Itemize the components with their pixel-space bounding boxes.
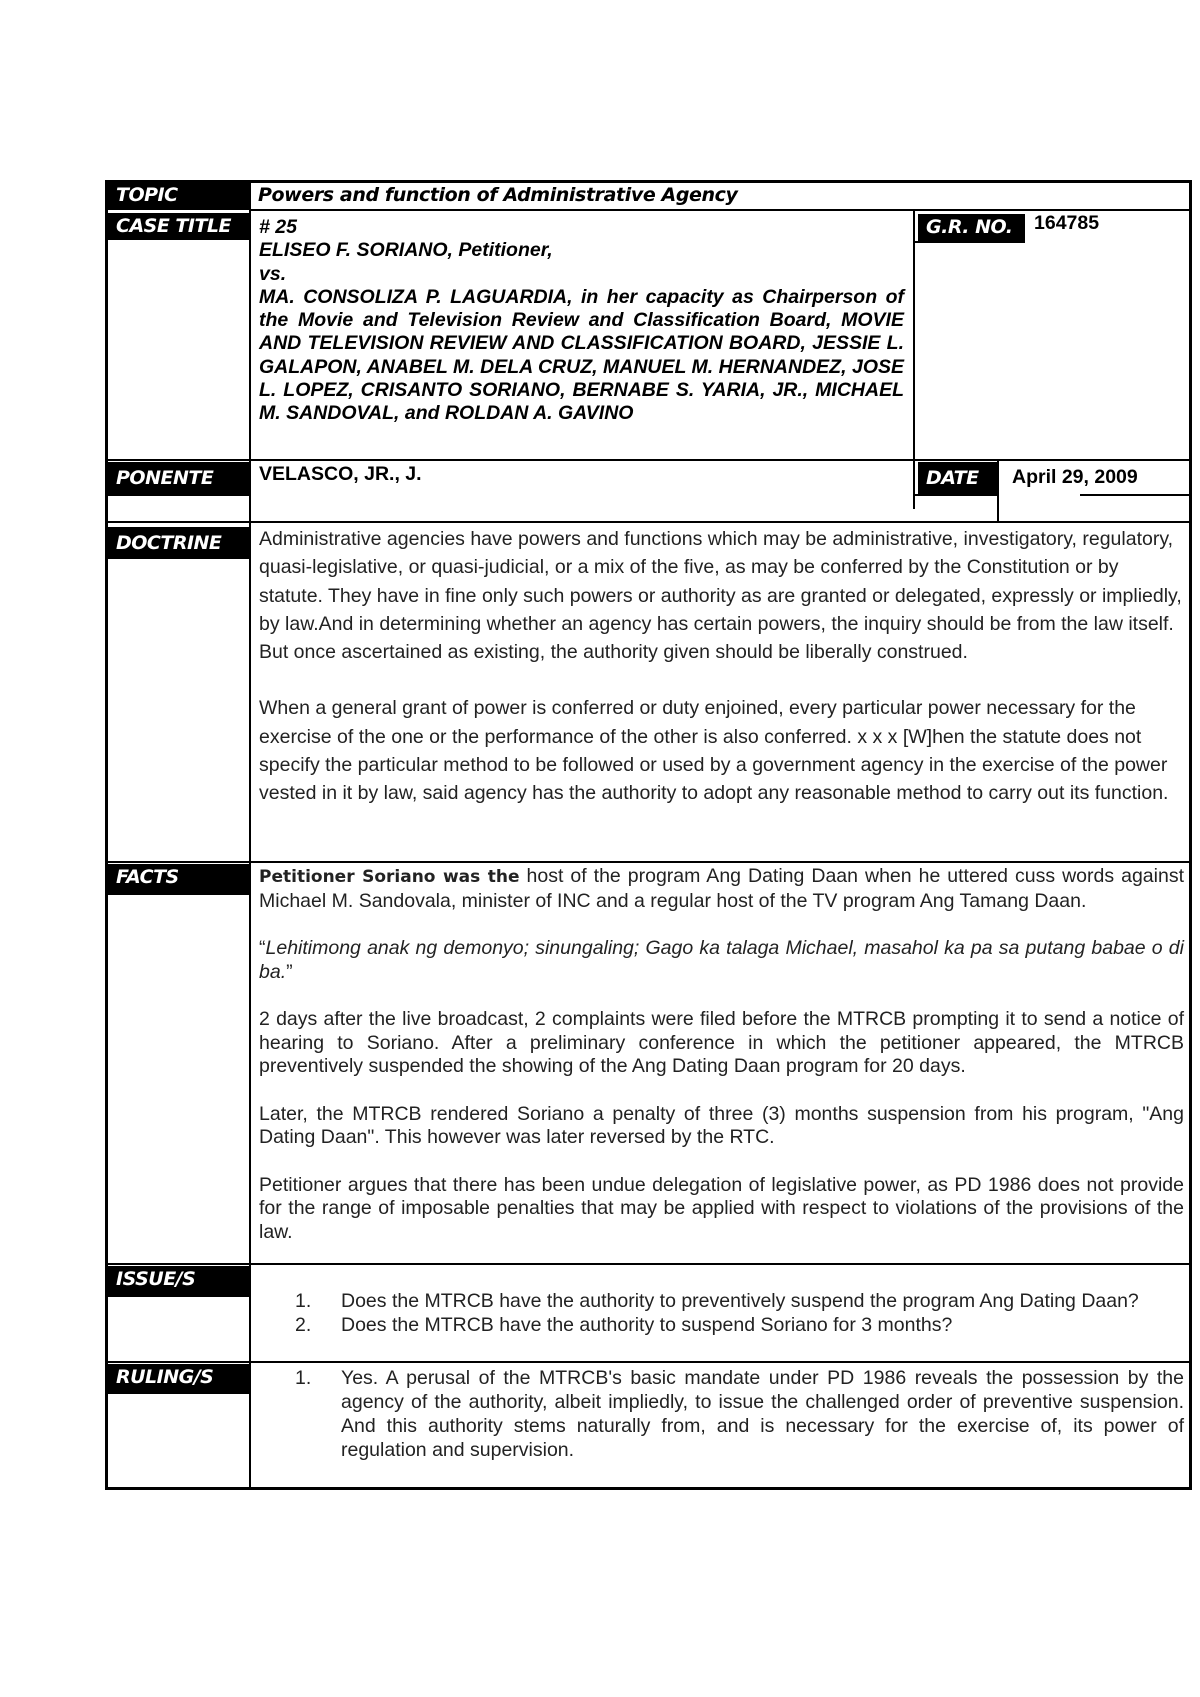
label-column-divider — [249, 182, 251, 1487]
case-number: # 25 — [259, 216, 297, 238]
doctrine-body — [259, 525, 1184, 808]
gr-label-underline — [913, 241, 1025, 243]
topic-value: Powers and function of Administrative Agency — [258, 184, 738, 206]
label-doctrine: DOCTRINE — [108, 527, 249, 557]
label-issues: ISSUE/S — [108, 1266, 249, 1295]
quote-close-mark: ” — [286, 960, 293, 983]
issue-number: 1. — [295, 1290, 312, 1312]
facts-p1-rest: host of the program Ang Dating Daan when he uttered cuss words against Michael M. Sandovala, minister of INC and a regular host of the TV program Ang Tamang Daan. — [259, 865, 1184, 912]
doctrine-paragraph: When a general grant of power is conferred or duty enjoined, every particular power necessary for the exercise of the one or the performance of the other is also conferred. x x x [W]hen the statute does not specify the particular method to be followed or used by a government agency in the exercise of the power vested in it by law, said agency has the authority to adopt any reasonable method to carry out its function. — [259, 697, 1169, 805]
ponente-label-bottom — [108, 494, 249, 496]
doctrine-label-bottom — [108, 557, 249, 559]
ponente-divider-bottom — [108, 521, 1192, 523]
label-rulings: RULING/S — [108, 1364, 249, 1392]
topic-divider — [249, 209, 1192, 211]
rulings-label-bottom — [108, 1392, 249, 1394]
ponente-value: VELASCO, JR., J. — [259, 463, 422, 485]
facts-paragraph-1 — [259, 865, 1184, 913]
case-vs: vs. — [259, 262, 287, 285]
facts-quote — [259, 937, 1184, 984]
quote-text: Lehitimong anak ng demonyo; sinungaling; Gago ka talaga Michael, masahol ka pa sa putang babae o di ba. — [259, 937, 1184, 983]
issues-label-bottom — [108, 1295, 249, 1297]
date-label-bottom — [913, 494, 997, 496]
ruling-number: 1. — [295, 1367, 312, 1389]
issues-list — [259, 1290, 1184, 1337]
doctrine-divider-bottom — [108, 861, 1192, 863]
gr-column-divider — [913, 209, 915, 509]
rulings-list — [259, 1366, 1184, 1462]
issue-item — [259, 1314, 1184, 1338]
quote-open-mark: “ — [259, 937, 266, 959]
facts-paragraph-3: 2 days after the live broadcast, 2 complaints were filed before the MTRCB prompting it to send a notice of hearing to Soriano. After a preliminary conference in which the petitioner appeared, the MTRCB preventively suspended the showing of the Ang Dating Daan program for 20 days. — [259, 1008, 1184, 1077]
label-date: DATE — [918, 462, 997, 494]
label-facts: FACTS — [108, 864, 249, 893]
ponente-label-top — [108, 459, 249, 461]
facts-lead: Petitioner Soriano was the — [259, 867, 520, 887]
issue-text: Does the MTRCB have the authority to preventively suspend the program Ang Dating Daan? — [341, 1290, 1139, 1312]
case-respondents: MA. CONSOLIZA P. LAGUARDIA, in her capacity as Chairperson of the Movie and Television Review and Classification Board, MOVIE AND TELEVISION REVIEW AND CLASSIFICATION BOARD, JESSIE L. GALAPON, ANABEL M. DELA CRUZ, MANUEL M. HERNANDEZ, JOSE L. LOPEZ, CRISANTO SORIANO, BERNABE S. YARIA, JR., MICHAEL M. SANDOVAL, and ROLDAN A. GAVINO — [259, 285, 904, 425]
issue-text: Does the MTRCB have the authority to suspend Soriano for 3 months? — [341, 1313, 953, 1336]
facts-body — [259, 865, 1184, 1244]
issue-item — [259, 1290, 1184, 1314]
facts-paragraph-5: Petitioner argues that there has been undue delegation of legislative power, as PD 1986 does not provide for the range of imposable penalties that may be applied with respect to violations of the provisions of the law. — [259, 1173, 1184, 1243]
label-case-title: CASE TITLE — [108, 213, 249, 240]
facts-divider-bottom — [108, 1263, 1192, 1265]
facts-paragraph-4: Later, the MTRCB rendered Soriano a penalty of three (3) months suspension from his program, "Ang Dating Daan". This however was later reversed by the RTC. — [259, 1102, 1184, 1148]
case-title-block — [259, 216, 904, 426]
gr-no-value: 164785 — [1034, 212, 1100, 234]
issues-divider-bottom — [108, 1361, 1192, 1363]
ruling-text: Yes. A perusal of the MTRCB's basic mandate under PD 1986 reveals the possession by the agency of the authority, albeit impliedly, to issue the challenged order of preventive suspension. And this authority stems naturally from, and is necessary for the exercise of, its power of regulation and supervision. — [341, 1367, 1184, 1461]
issue-number: 2. — [295, 1313, 312, 1336]
doctrine-paragraph: Administrative agencies have powers and functions which may be administrative, investigatory, regulatory, quasi-legislative, or quasi-judicial, or a mix of the five, as may be conferred by the Constitution or by statute. They have in fine only such powers or authority as are granted or delegated, expressly or impliedly, by law.And in determining whether an agency has certain powers, the inquiry should be from the law itself. But once ascertained as existing, the authority given should be liberally construed. — [259, 528, 1182, 664]
date-column-divider — [997, 459, 999, 523]
ponente-divider-top — [249, 459, 1192, 461]
label-gr-no: G.R. NO. — [918, 214, 1025, 241]
ruling-item — [259, 1366, 1184, 1462]
date-value: April 29, 2009 — [1012, 466, 1138, 488]
date-value-underline — [1080, 494, 1192, 496]
label-topic: TOPIC — [108, 182, 249, 210]
label-ponente: PONENTE — [108, 462, 249, 494]
facts-label-bottom — [108, 893, 249, 895]
case-petitioner: ELISEO F. SORIANO, Petitioner, — [259, 239, 553, 262]
